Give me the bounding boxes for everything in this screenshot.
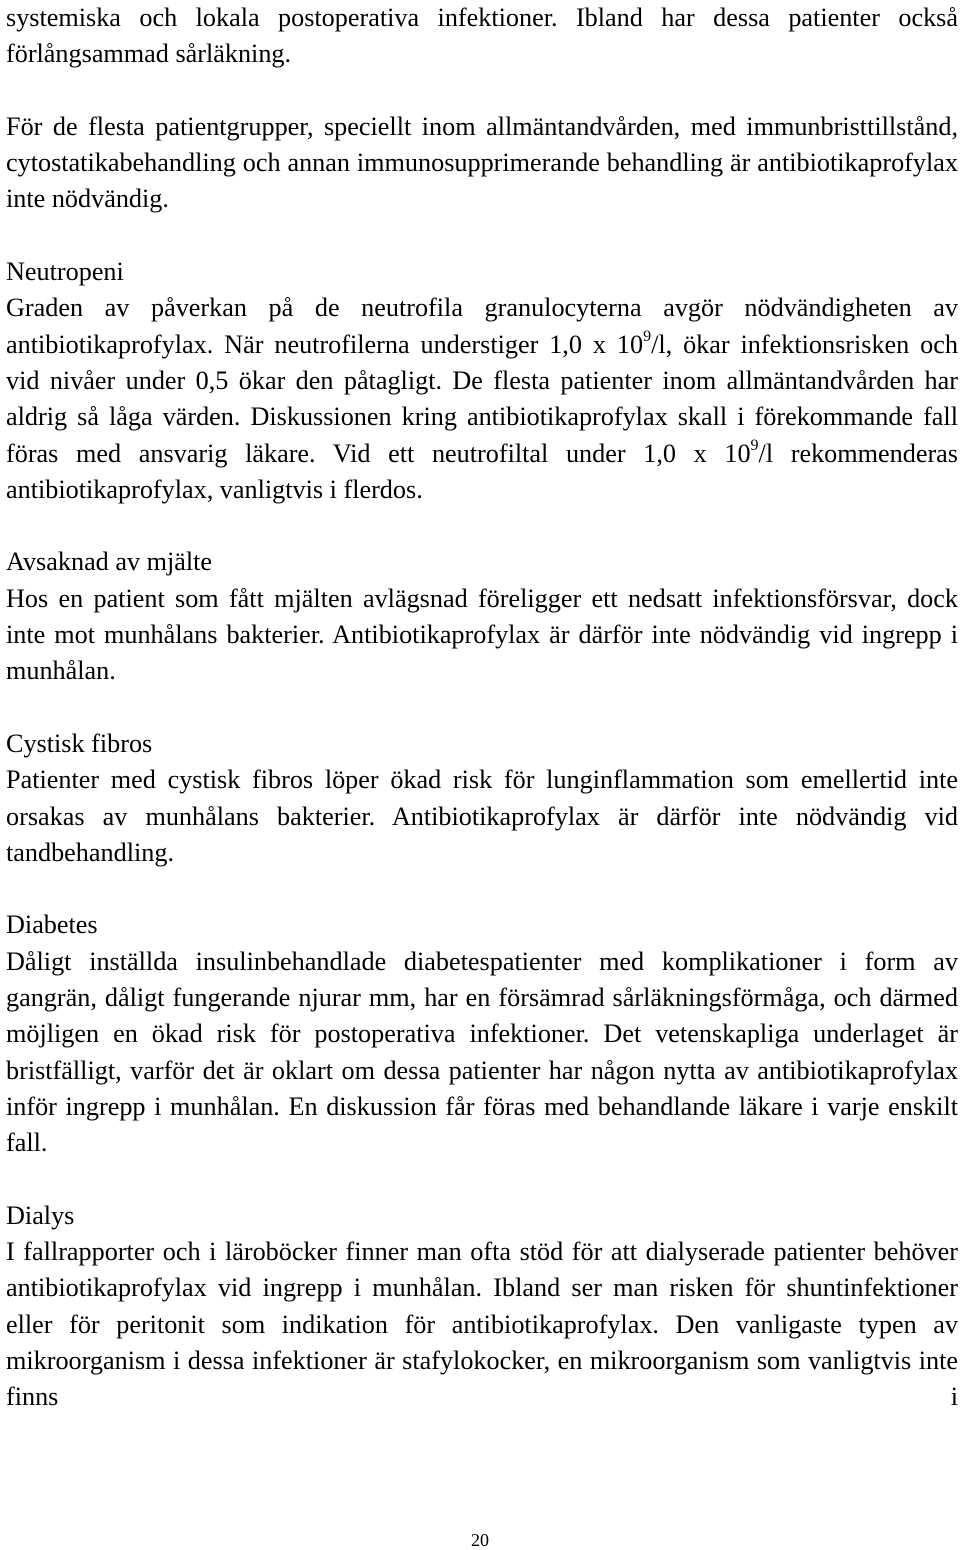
section-heading: Avsaknad av mjälte	[6, 547, 213, 577]
paragraph-text: Graden av påverkan på de neutrofila granulocyterna avgör nödvändigheten av antibiotikaprofylax. När neutrofilerna understiger 1,0 x 10	[6, 293, 958, 359]
section-dialys	[6, 1198, 958, 1416]
superscript-exponent: 9	[643, 327, 652, 345]
section-diabetes	[6, 907, 958, 1161]
section-paragraph	[6, 290, 958, 508]
section-heading: Neutropeni	[6, 257, 124, 287]
section-neutropeni	[6, 254, 958, 508]
section-paragraph: Dåligt inställda insulinbehandlade diabetespatienter med komplikationer i form av gangrän, dåligt fungerande njurar mm, har en försämrad sårläkningsförmåga, och därmed möjligen en ökad risk för postoperativa infektioner. Det vetenskapliga underlaget är bristfälligt, varför det är oklart om dessa patienter har någon nytta av antibiotikaprofylax inför ingrepp i munhålan. En diskussion får föras med behandlande läkare i varje enskilt fall.	[6, 946, 958, 1158]
section-paragraph: Hos en patient som fått mjälten avlägsnad föreligger ett nedsatt infektionsförsvar, dock inte mot munhålans bakterier. Antibiotikaprofylax är därför inte nödvändig vid ingrepp i munhålan.	[6, 583, 958, 686]
paragraph-text: /l, ökar infektionsrisken och vid nivåer under 0,5 ökar den påtagligt. De flesta patienter inom allmäntandvården har aldrig så låga värden. Diskussionen kring antibiotikaprofylax skall i förekommande fall föras med ansvarig läkare. Vid ett neutrofiltal under 1,0 x 10	[6, 329, 958, 468]
section-heading: Cystisk fibros	[6, 728, 153, 758]
carryover-paragraph: systemiska och lokala postoperativa infektioner. Ibland har dessa patienter också förlångsammad sårläkning.	[6, 3, 958, 69]
superscript-exponent: 9	[750, 436, 759, 454]
paragraph-text: /l rekommenderas antibiotikaprofylax, vanligtvis i flerdos.	[6, 438, 958, 504]
section-paragraph: Patienter med cystisk fibros löper ökad risk för lunginflammation som emellertid inte orsakas av munhålans bakterier. Antibiotikaprofylax är därför inte nödvändig vid tandbehandling.	[6, 765, 958, 867]
section-cystisk-fibros	[6, 726, 958, 871]
intro-paragraph: För de flesta patientgrupper, speciellt inom allmäntandvården, med immunbristtillstånd, cytostatikabehandling och annan immunosupprimerande behandling är antibiotikaprofylax inte nödvändig.	[6, 111, 958, 214]
page-number: 20	[471, 1530, 489, 1550]
document-page	[6, 0, 958, 1416]
section-paragraph: I fallrapporter och i läroböcker finner man ofta stöd för att dialyserade patienter behöver antibiotikaprofylax vid ingrepp i munhålan. Ibland ser man risken för shuntinfektioner eller för peritonit som indikation för antibiotikaprofylax. Den vanligaste typen av mikroorganism i dessa infektioner är stafylokocker, en mikroorganism som vanligtvis inte finns i	[6, 1237, 958, 1412]
section-mjalte	[6, 544, 958, 689]
section-heading: Dialys	[6, 1200, 75, 1230]
section-heading: Diabetes	[6, 910, 98, 940]
